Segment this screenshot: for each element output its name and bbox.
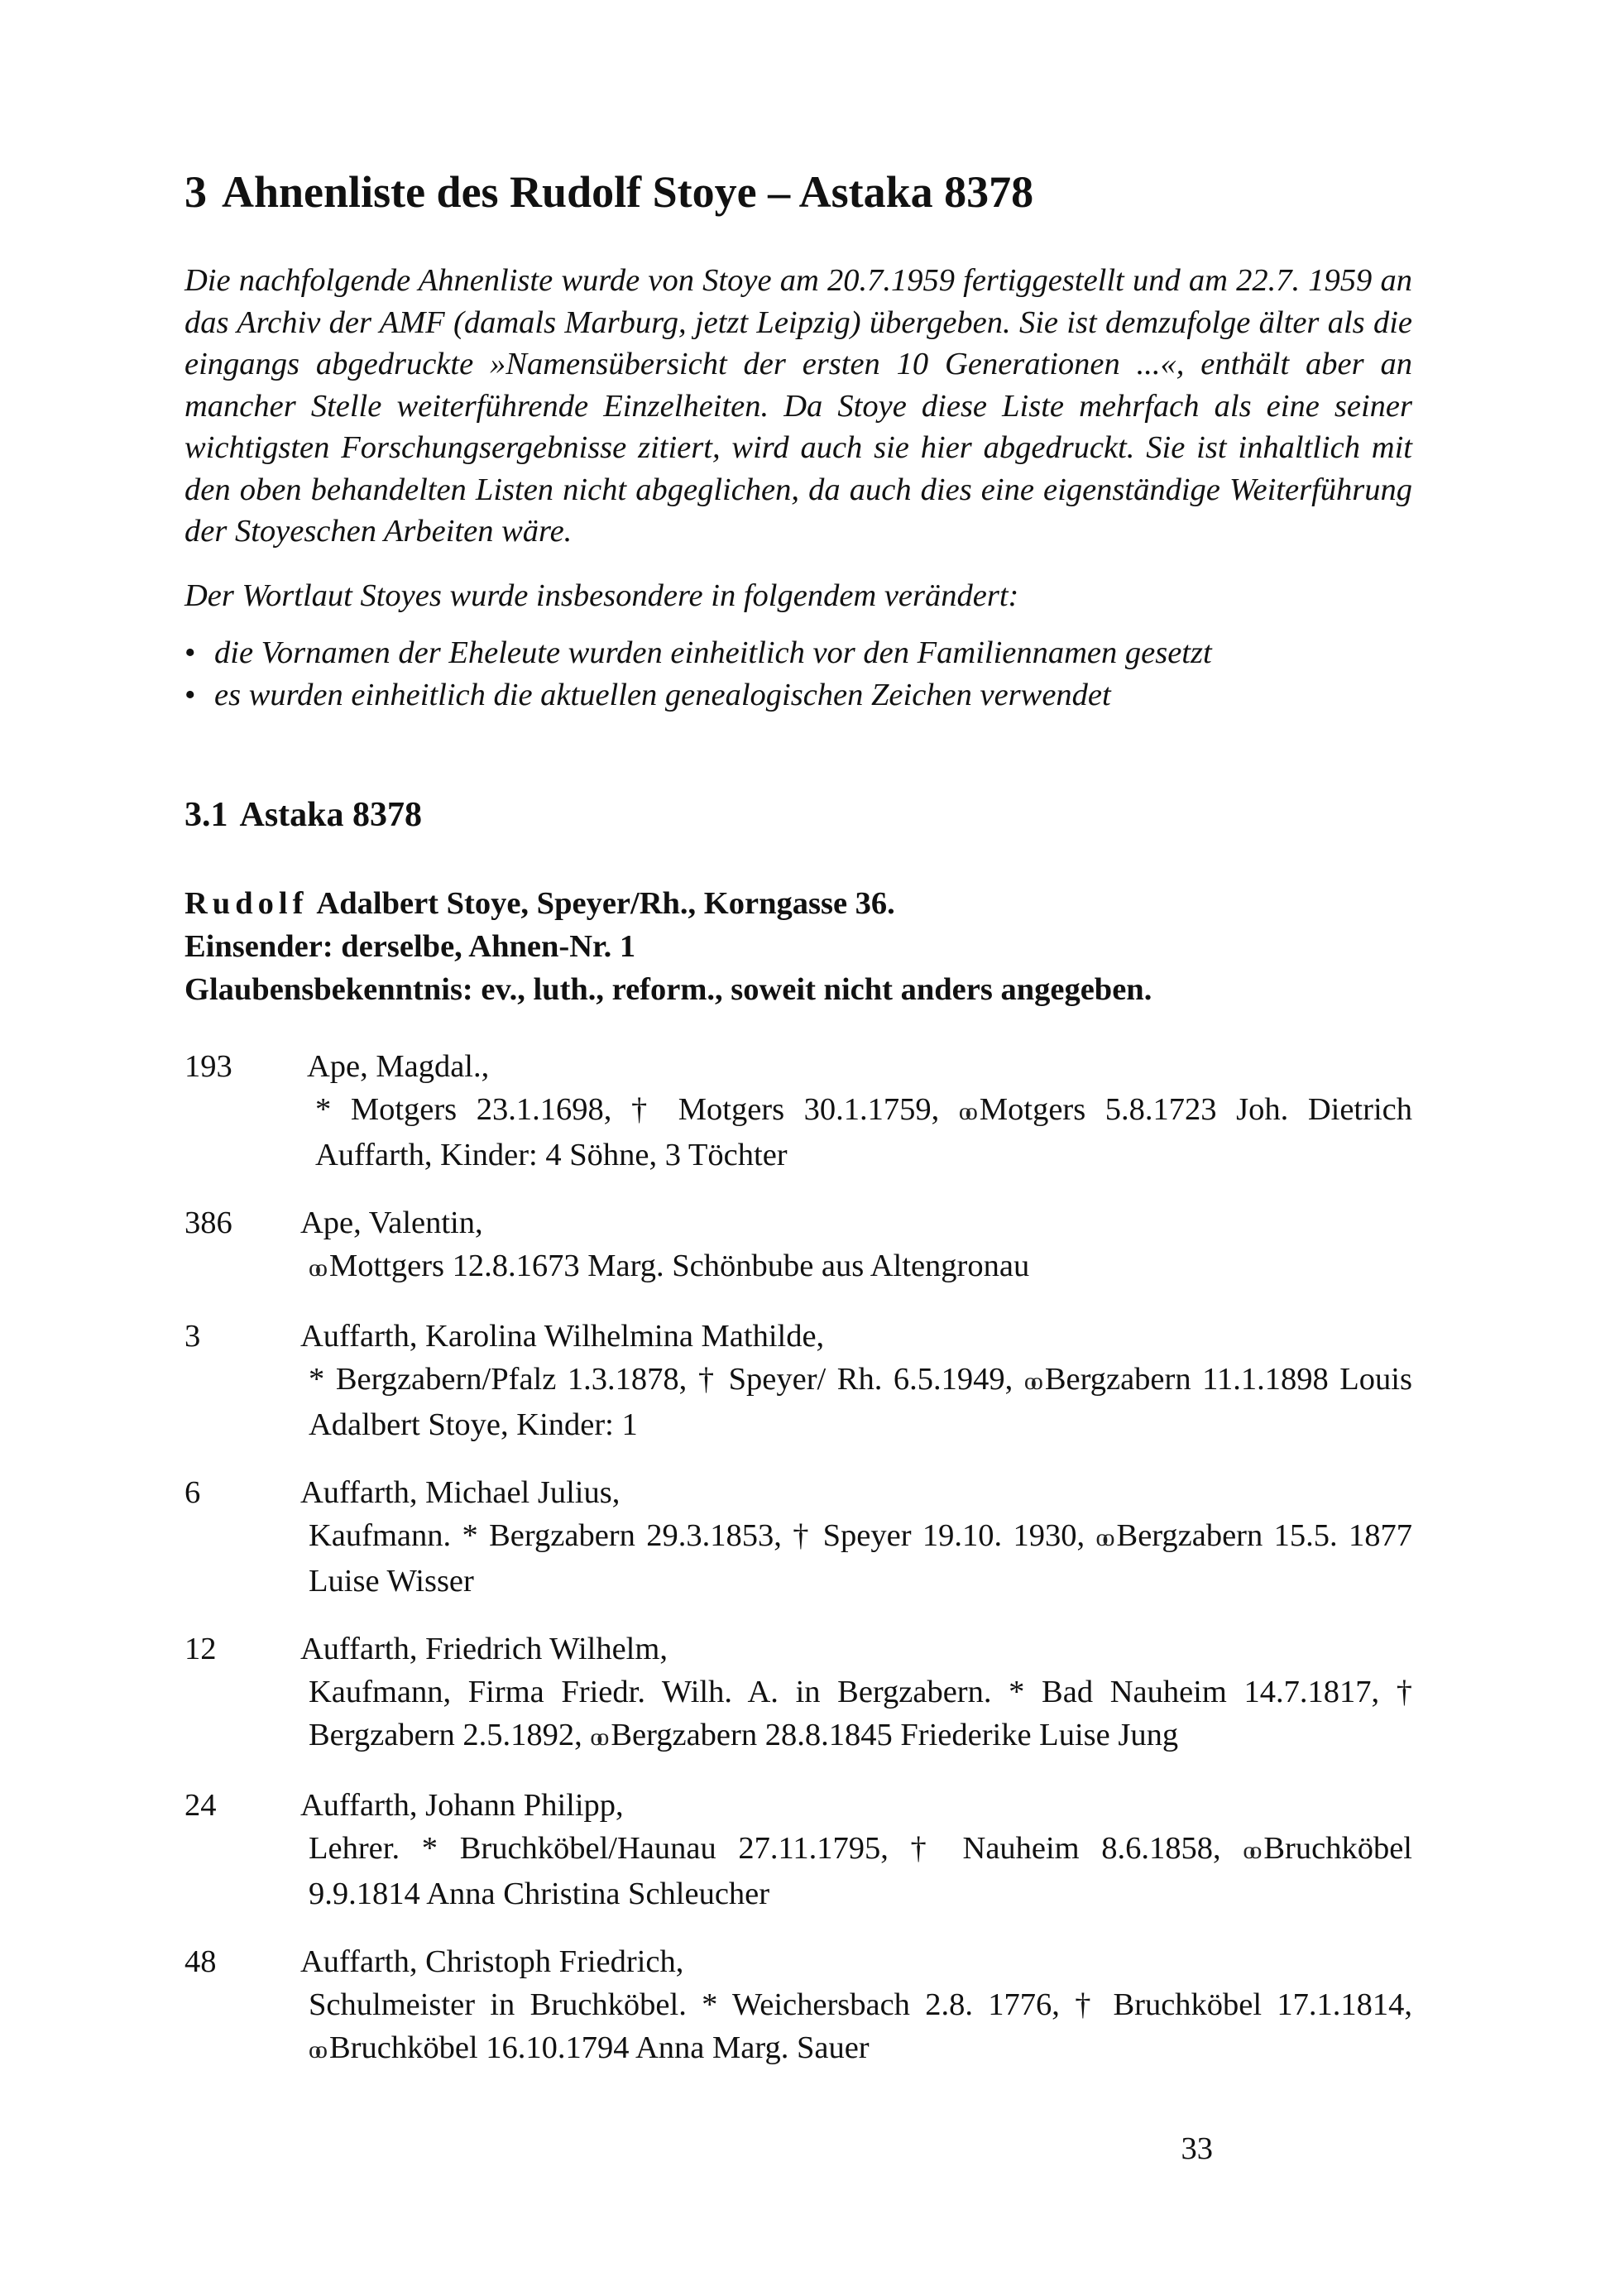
ancestor-details: * Bergzabern/Pfalz 1.3.1878, † Speyer/ Rh. 6.5.1949, oo Bergzabern 11.1.1898 Louis Adalbert Stoye, Kinder: 1 (309, 1362, 1412, 1442)
marriage-icon: oo (590, 1723, 604, 1751)
ancestor-number: 24 (184, 1788, 217, 1823)
changes-lead: Der Wortlaut Stoyes wurde insbesondere in folgendem verändert: (184, 578, 1019, 613)
list-header (184, 882, 1152, 1011)
ancestor-list (184, 1045, 1412, 2097)
section-number: 3.1 (184, 796, 228, 834)
changes-list (184, 632, 1212, 717)
ancestor-details: Schulmeister in Bruchköbel. * Weichersbach 2.8. 1776, † Bruchköbel 17.1.1814, oo Bruchköbel 16.10.1794 Anna Marg. Sauer (309, 1987, 1412, 2065)
section-title: Astaka 8378 (239, 796, 423, 834)
ancestor-details: Kaufmann. * Bergzabern 29.3.1853, † Speyer 19.10. 1930, oo Bergzabern 15.5. 1877 Luise Wisser (309, 1518, 1412, 1599)
bullet-icon: • (184, 635, 196, 670)
page-number: 33 (1181, 2131, 1213, 2166)
sender-line: Einsender: derselbe, Ahnen-Nr. 1 (184, 929, 636, 964)
list-item (184, 1315, 1412, 1446)
ancestor-name: Auffarth, Friedrich Wilhelm, (300, 1632, 668, 1666)
list-item (184, 1627, 1412, 1759)
marriage-icon: oo (309, 1254, 322, 1282)
section-heading (184, 794, 422, 836)
ancestor-number: 6 (184, 1475, 201, 1510)
list-item: • es wurden einheitlich die aktuellen genealogischen Zeichen verwendet (184, 674, 1212, 717)
proband-first-name: Rudolf (184, 886, 309, 921)
intro-text: Die nachfolgende Ahnenliste wurde von Stoye am 20.7.1959 fertiggestellt und am 22.7. 1959 an das Archiv der AMF (damals Marburg, jetzt Leipzig) übergeben. Sie ist demzufolge älter als die eingangs abgedruckte »Namensübersicht der ersten 10 Generationen ...«, enthält aber an mancher Stelle weiterführende Einzelheiten. Da Stoye diese Liste mehrfach als eine seiner wichtigsten Forschungsergebnisse zitiert, wird auch sie hier abgedruckt. Sie ist inhaltlich mit den oben behandelten Listen nicht abgeglichen, da auch dies eine eigenständige Weiterführung der Stoyeschen Arbeiten wäre. (184, 263, 1412, 549)
ancestor-details: Kaufmann, Firma Friedr. Wilh. A. in Bergzabern. * Bad Nauheim 14.7.1817, † Bergzabern 2.5.1892, oo Bergzabern 28.8.1845 Friederike Luise Jung (309, 1675, 1412, 1752)
list-item (184, 1045, 1412, 1177)
ancestor-details: oo Mottgers 12.8.1673 Marg. Schönbube aus Altengronau (309, 1249, 1030, 1283)
ancestor-name: Ape, Magdal., (307, 1049, 490, 1084)
ancestor-name: Auffarth, Karolina Wilhelmina Mathilde, (300, 1319, 825, 1354)
ancestor-name: Ape, Valentin, (300, 1206, 483, 1240)
ancestor-details: Lehrer. * Bruchköbel/Haunau 27.11.1795, † Nauheim 8.6.1858, oo Bruchköbel 9.9.1814 Anna Christina Schleucher (309, 1831, 1412, 1911)
list-item: • die Vornamen der Eheleute wurden einheitlich vor den Familiennamen gesetzt (184, 632, 1212, 674)
proband-rest: Adalbert Stoye, Speyer/Rh., Korngasse 36. (316, 886, 895, 921)
marriage-icon: oo (1243, 1837, 1257, 1864)
intro-paragraph (184, 260, 1412, 553)
list-item (184, 1471, 1412, 1603)
marriage-icon: oo (1095, 1524, 1109, 1551)
ancestor-name: Auffarth, Johann Philipp, (300, 1788, 624, 1823)
list-item (184, 1940, 1412, 2072)
ancestor-details: * Motgers 23.1.1698, † Motgers 30.1.1759, oo Motgers 5.8.1723 Joh. Dietrich Auffarth, Kinder: 4 Söhne, 3 Töchter (315, 1092, 1412, 1172)
ancestor-number: 48 (184, 1944, 217, 1979)
chapter-heading (184, 165, 1033, 219)
ancestor-number: 193 (184, 1049, 232, 1084)
document-page (184, 0, 1412, 2296)
marriage-icon: oo (1023, 1368, 1037, 1395)
list-item (184, 1201, 1412, 1290)
ancestor-number: 12 (184, 1632, 217, 1666)
ancestor-number: 386 (184, 1206, 232, 1240)
marriage-icon: oo (958, 1098, 972, 1125)
marriage-icon: oo (309, 2036, 322, 2064)
list-item (184, 1784, 1412, 1915)
ancestor-name: Auffarth, Christoph Friedrich, (300, 1944, 684, 1979)
religion-line: Glaubensbekenntnis: ev., luth., reform., soweit nicht anders angegeben. (184, 972, 1152, 1007)
bullet-icon: • (184, 678, 196, 712)
chapter-title: Ahnenliste des Rudolf Stoye – Astaka 8378 (222, 167, 1034, 217)
ancestor-name: Auffarth, Michael Julius, (300, 1475, 621, 1510)
chapter-number: 3 (184, 167, 207, 217)
proband-line (184, 882, 1152, 925)
ancestor-number: 3 (184, 1319, 201, 1354)
